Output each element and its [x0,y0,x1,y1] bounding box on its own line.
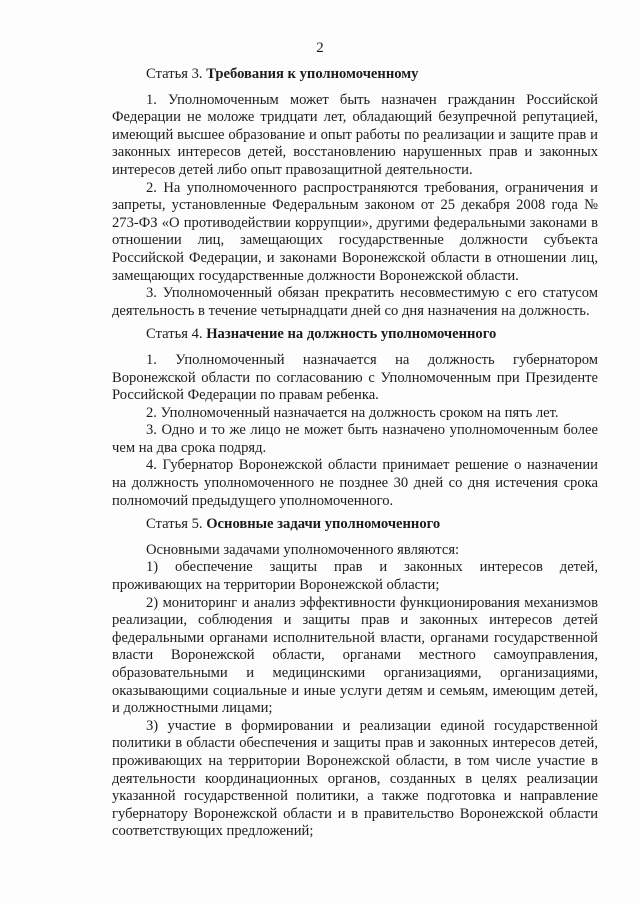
paragraph: 3. Одно и то же лицо не может быть назначено уполномоченным более чем на два срока подряд. [112,422,598,456]
article-heading [112,66,598,84]
article-prefix: Статья 5. [146,516,203,533]
page-number: 2 [316,40,324,56]
article-heading [112,516,598,534]
paragraph: 2. Уполномоченный назначается на должность сроком на пять лет. [146,404,559,421]
paragraph: 3. Уполномоченный обязан прекратить несовместимую с его статусом деятельность в течение четырнадцати дней со дня назначения на должность. [112,285,598,319]
article-4 [112,326,598,510]
article-title: Основные задачи уполномоченного [206,516,441,533]
paragraph: 3) участие в формировании и реализации единой государственной политики в области обеспечения и защиты прав и законных интересов детей, проживающих на территории Воронежской области, в том числе участие в деятельности координационных органов, созданных в целях реализации указанной государственной политики, а также подготовка и направление губернатору Воронежской области и в правительство Воронежской области соответствующих предложений; [112,717,598,840]
article-5 [112,516,598,841]
document-body [112,66,598,841]
paragraph: 2) мониторинг и анализ эффективности функционирования механизмов реализации, соблюдения и защиты прав и законных интересов детей федеральными органами исполнительной власти, органами государственной власти Воронежской области, органами местного самоуправления, образовательными и медицинскими организациями, организациями, оказывающими социальные и иные услуги детям и семьям, имеющим детей, и должностными лицами; [112,594,598,717]
article-title: Назначение на должность уполномоченного [206,326,497,343]
paragraph: 1. Уполномоченный назначается на должность губернатором Воронежской области по согласованию с Уполномоченным при Президенте Российской Федерации по правам ребенка. [112,351,598,404]
paragraph: 1) обеспечение защиты прав и законных интересов детей, проживающих на территории Воронежской области; [112,559,598,594]
article-heading [112,326,598,344]
paragraph: 1. Уполномоченным может быть назначен гражданин Российской Федерации не моложе тридцати лет, обладающий безупречной репутацией, имеющий высшее образование и опыт работы по реализации и защите прав и законных интересов детей, восстановлению нарушенных прав и законных интересов детей либо опыт правозащитной деятельности. [112,91,598,178]
article-title: Требования к уполномоченному [206,66,419,82]
paragraph: Основными задачами уполномоченного являются: [146,541,460,558]
article-3 [112,66,598,320]
article-prefix: Статья 3. [146,66,203,82]
paragraph: 2. На уполномоченного распространяются требования, ограничения и запреты, установленные Федеральным законом от 25 декабря 2008 года № 273-ФЗ «О противодействии коррупции», другими федеральными законами в отношении лиц, замещающих государственные должности субъекта Российской Федерации, и законами Воронежской области в отношении лиц, замещающих государственные должности Воронежской области. [112,179,598,284]
paragraph: 4. Губернатор Воронежской области принимает решение о назначении на должность уполномоченного не позднее 30 дней со дня истечения срока полномочий предыдущего уполномоченного. [112,457,598,509]
article-prefix: Статья 4. [146,326,203,343]
